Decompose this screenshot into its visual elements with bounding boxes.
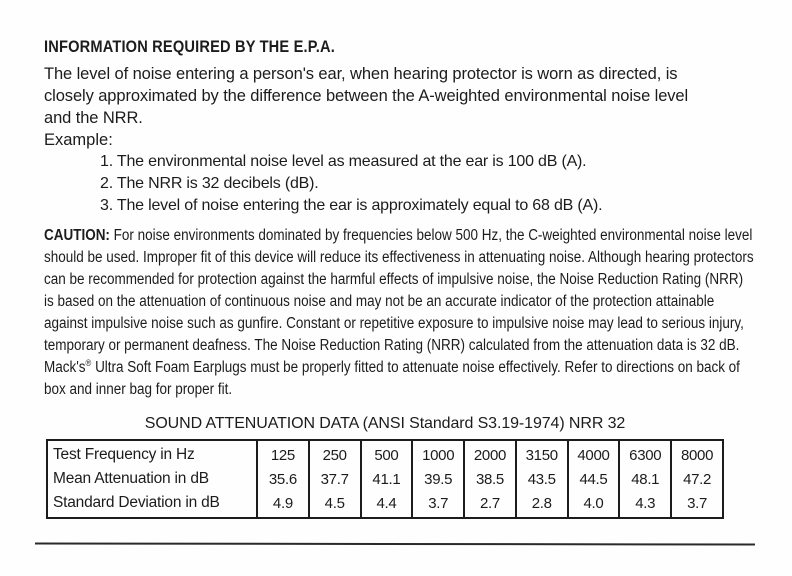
example-item-3: 3. The level of noise entering the ear is approximately equal to 68 dB (A). (100, 197, 603, 214)
row-label-cell: Mean Attenuation in dB (53, 470, 209, 487)
value-cell: 8000 (671, 440, 723, 467)
value-cell: 4000 (568, 440, 620, 467)
value-cell: 500 (361, 440, 413, 467)
value-cell: 1000 (412, 440, 464, 467)
table-row-standard-deviation (47, 491, 723, 518)
epa-heading: INFORMATION REQUIRED BY THE E.P.A. (44, 37, 335, 56)
registered-mark-superscript: ® (85, 357, 92, 368)
caution-label: CAUTION: (44, 227, 110, 244)
caution-paragraph (44, 225, 756, 401)
value-cell: 4.9 (257, 491, 309, 518)
value-cell: 3.7 (671, 491, 723, 518)
value-cell: 250 (309, 440, 361, 467)
value-cell: 35.6 (257, 467, 309, 491)
value-cell: 125 (257, 440, 309, 467)
example-item-1: 1. The environmental noise level as measured at the ear is 100 dB (A). (100, 153, 587, 170)
example-list (44, 151, 762, 217)
attenuation-table-section (46, 414, 724, 519)
value-cell: 41.1 (361, 467, 413, 491)
example-item-2: 2. The NRR is 32 decibels (dB). (100, 175, 319, 192)
value-cell: 3.7 (412, 491, 464, 518)
value-cell: 4.3 (619, 491, 671, 518)
caution-text-after-reg: Ultra Soft Foam Earplugs must be properly fitted to attenuate noise effectively. Refer to directions on back of box and inner bag for proper fit. (44, 359, 740, 398)
value-cell: 44.5 (568, 467, 620, 491)
value-cell: 2.7 (464, 491, 516, 518)
value-cell: 4.4 (361, 491, 413, 518)
value-cell: 43.5 (516, 467, 568, 491)
value-cell: 2.8 (516, 491, 568, 518)
attenuation-table-title: SOUND ATTENUATION DATA (ANSI Standard S3.19-1974) NRR 32 (144, 415, 626, 432)
value-cell: 6300 (619, 440, 671, 467)
example-label: Example: (44, 131, 113, 149)
value-cell: 4.5 (309, 491, 361, 518)
row-label-cell: Test Frequency in Hz (53, 446, 195, 463)
intro-paragraph: The level of noise entering a person's ear, when hearing protector is worn as directed, is closely approximated by the difference between the A-weighted environmental noise level and the NRR. (44, 65, 689, 127)
value-cell: 39.5 (412, 467, 464, 491)
table-row-mean-attenuation (47, 467, 723, 491)
value-cell: 38.5 (464, 467, 516, 491)
value-cell: 47.2 (671, 467, 723, 491)
value-cell: 3150 (516, 440, 568, 467)
value-cell: 37.7 (309, 467, 361, 491)
value-cell: 4.0 (568, 491, 620, 518)
attenuation-table (46, 439, 724, 519)
caution-text-before-reg: For noise environments dominated by frequencies below 500 Hz, the C-weighted environmental noise level should be used. Improper fit of this device will reduce its effectiveness in attenuating noise. Although hearing protectors can be recommended for protection against the harmful effects of impulsive noise, the Noise Reduction Rating (NRR) is based on the attenuation of continuous noise and may not be an accurate indicator of the protection attainable against impulsive noise such as gunfire. Constant or repetitive exposure to impulsive noise may lead to serious injury, temporary or permanent deafness. The Noise Reduction Rating (NRR) calculated from the attenuation data is 32 dB. Mack's (44, 227, 754, 376)
value-cell: 2000 (464, 440, 516, 467)
row-label-cell: Standard Deviation in dB (53, 494, 220, 511)
table-row-frequency (47, 440, 723, 467)
value-cell: 48.1 (619, 467, 671, 491)
